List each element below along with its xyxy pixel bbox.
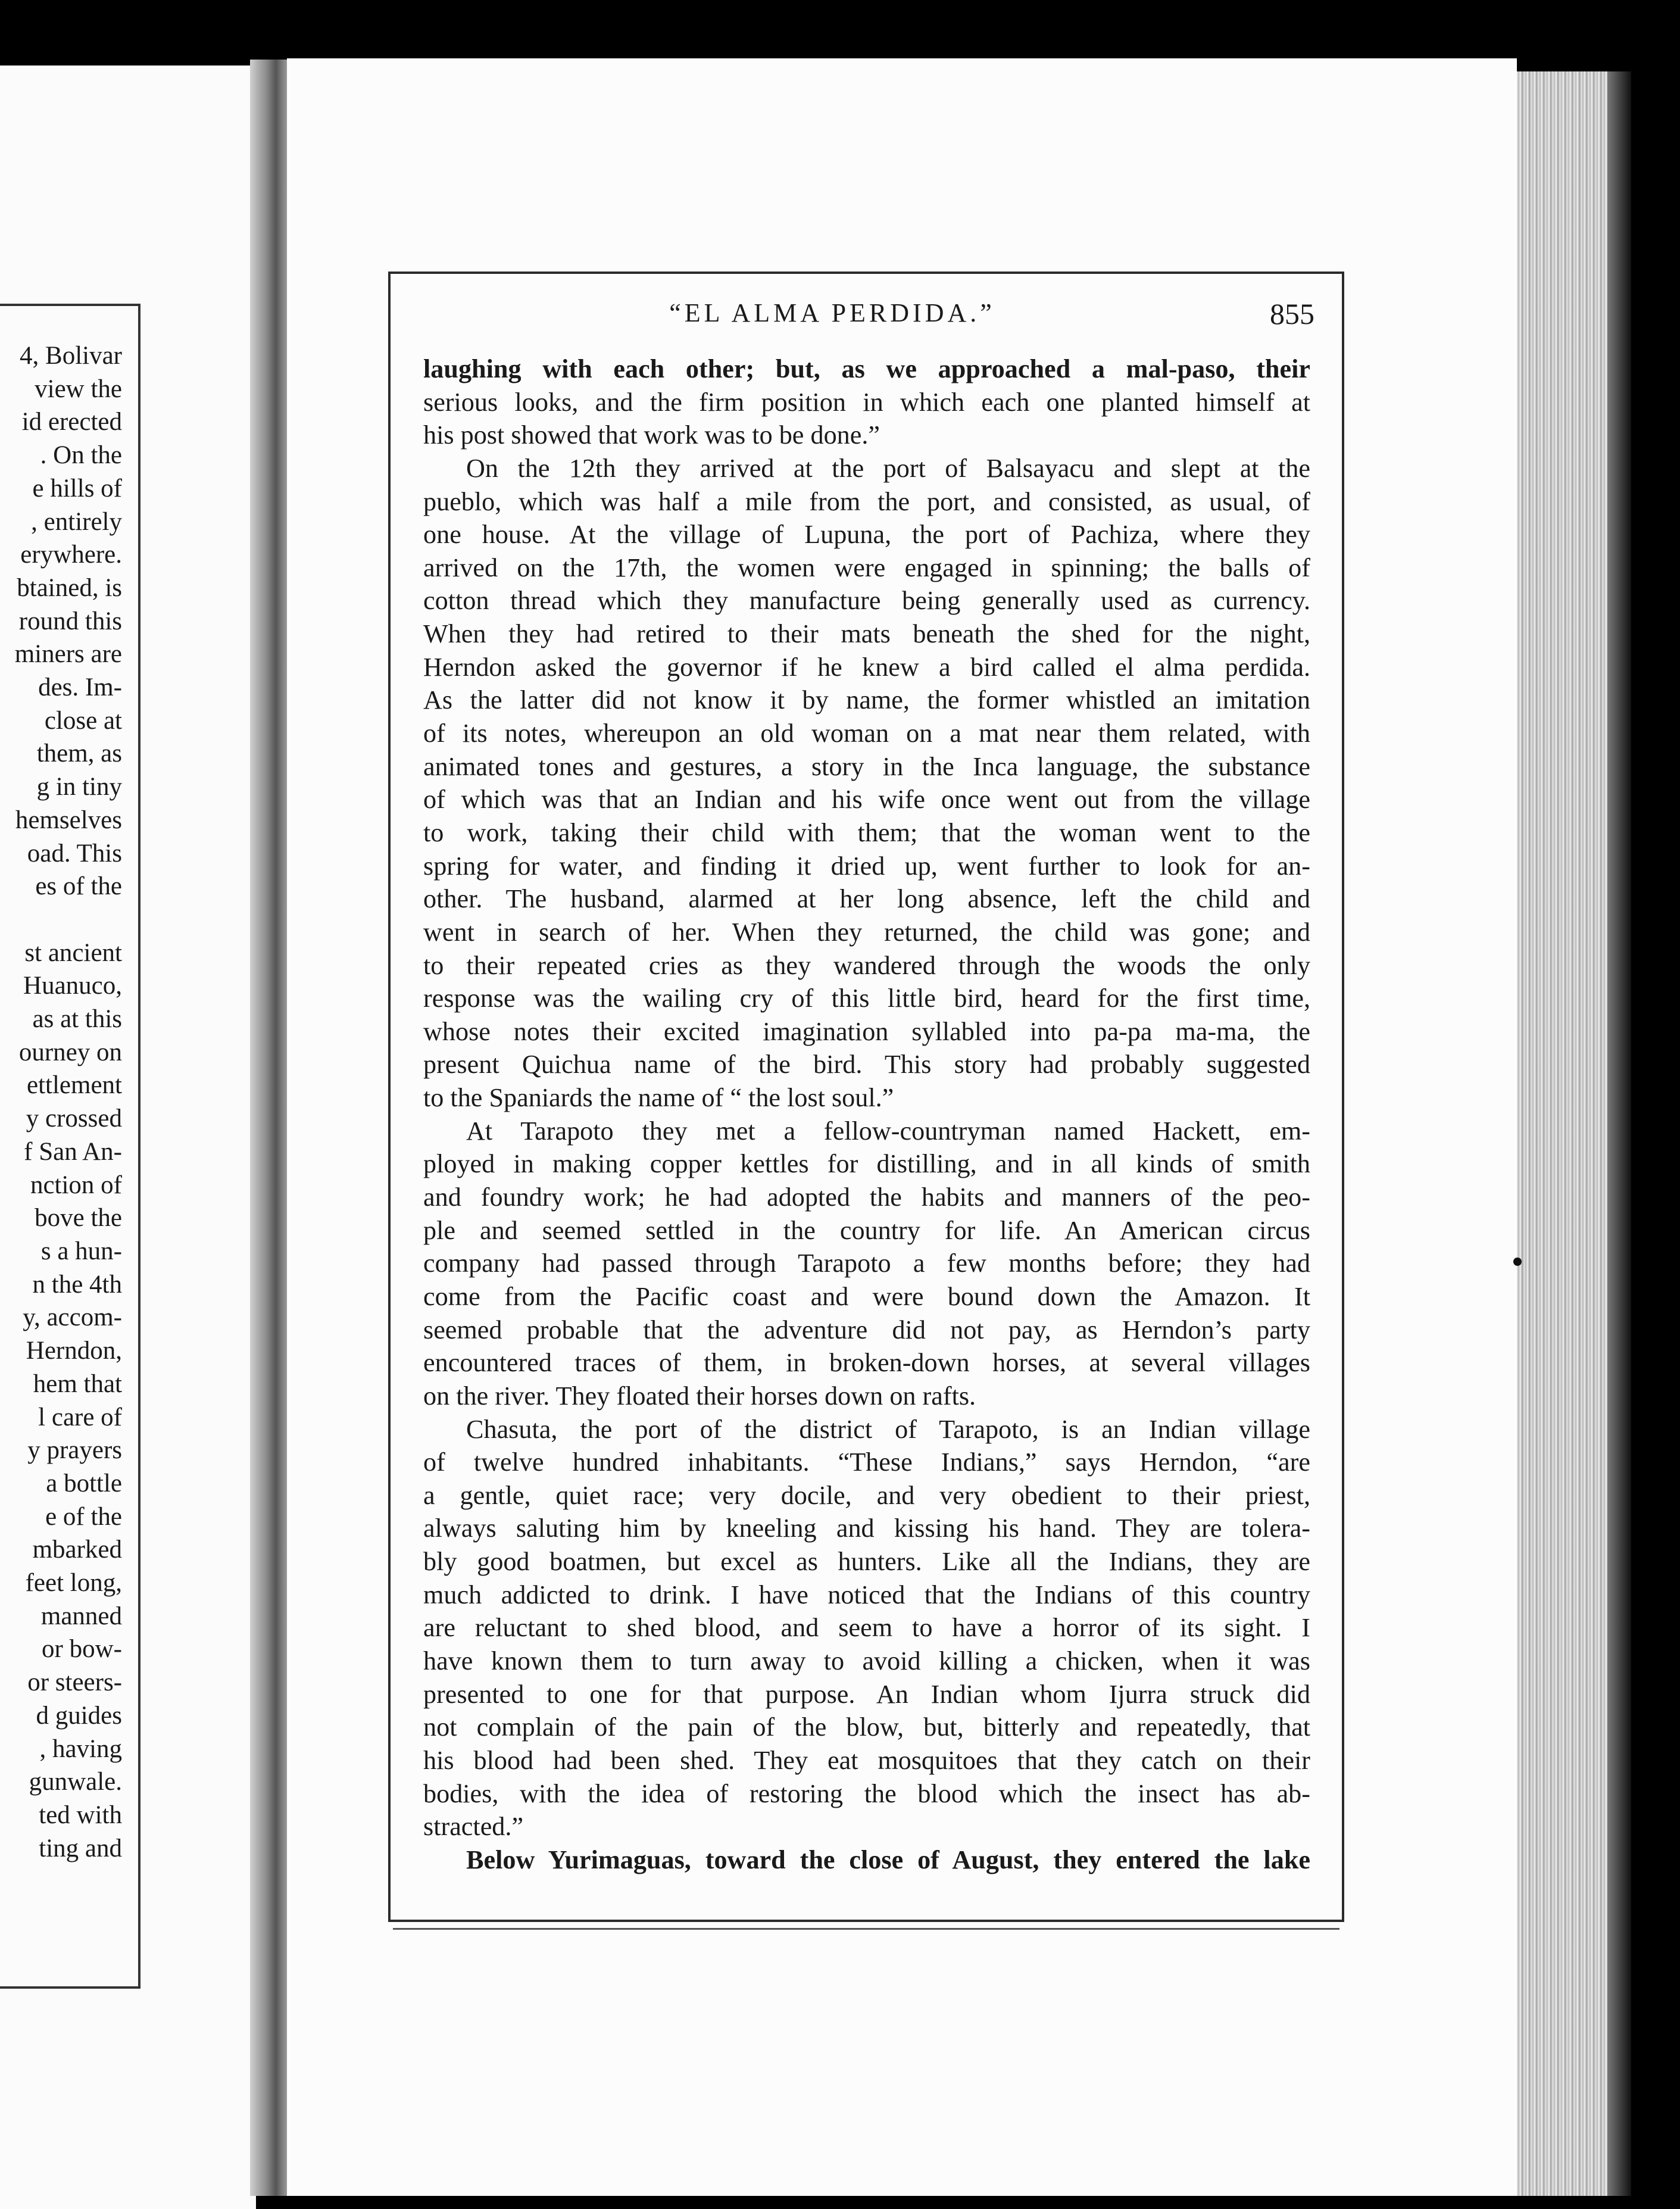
text-line: went in search of her. When they returned, the child was gone; and	[423, 917, 1310, 947]
text-line: bodies, with the idea of restoring the blood which the insect has ab-	[423, 1779, 1310, 1808]
left-page-line: view the	[35, 375, 122, 403]
text-line: his post showed that work was to be done.”	[423, 420, 880, 450]
left-page-line: y, accom-	[23, 1303, 122, 1332]
text-line: one house. At the village of Lupuna, the port of Pachiza, where they	[423, 520, 1310, 550]
text-line: a gentle, quiet race; very docile, and very obedient to their priest,	[423, 1480, 1310, 1510]
text-line: bly good boatmen, but excel as hunters. Like all the Indians, they are	[423, 1547, 1310, 1577]
left-page-text	[0, 339, 122, 1865]
text-line: ployed in making copper kettles for distilling, and in all kinds of smith	[423, 1149, 1310, 1179]
text-line: animated tones and gestures, a story in the Inca language, the substance	[423, 751, 1310, 781]
text-line: laughing with each other; but, as we approached a mal-paso, their	[423, 354, 1310, 383]
margin-mark	[1513, 1258, 1522, 1266]
text-line: encountered traces of them, in broken-down horses, at several villages	[423, 1348, 1310, 1378]
text-line: have known them to turn away to avoid killing a chicken, when it was	[423, 1646, 1310, 1676]
left-page-line: them, as	[36, 740, 122, 768]
text-line: Below Yurimaguas, toward the close of August, they entered the lake	[466, 1845, 1310, 1874]
left-page-line: mbarked	[32, 1536, 122, 1564]
left-page-line	[0, 903, 122, 937]
text-line: spring for water, and finding it dried up, went further to look for an-	[423, 851, 1310, 881]
left-page-line: n the 4th	[32, 1270, 122, 1299]
text-line: As the latter did not know it by name, the former whistled an imitation	[423, 685, 1310, 715]
left-page-line: ourney on	[18, 1038, 122, 1066]
left-page-line: d guides	[36, 1701, 122, 1730]
left-page-line: , having	[39, 1734, 122, 1763]
left-page-line: st ancient	[24, 938, 122, 967]
text-line: to work, taking their child with them; that the woman went to the	[423, 818, 1310, 847]
left-page-line: e of the	[45, 1502, 122, 1531]
left-page-line: g in tiny	[36, 773, 122, 801]
text-line: not complain of the pain of the blow, but, bitterly and repeatedly, that	[423, 1712, 1310, 1742]
text-line: and foundry work; he had adopted the habits and manners of the peo-	[423, 1182, 1310, 1212]
text-line: At Tarapoto they met a fellow-countryman named Hackett, em-	[466, 1116, 1310, 1146]
left-page-line: manned	[40, 1602, 122, 1630]
text-line: ple and seemed settled in the country for life. An American circus	[423, 1215, 1310, 1245]
left-page-line: or bow-	[42, 1635, 122, 1664]
text-line: are reluctant to shed blood, and seem to have a horror of its sight. I	[423, 1613, 1310, 1643]
left-page-line: bove the	[35, 1204, 122, 1233]
text-line: serious looks, and the firm position in which each one planted himself at	[423, 387, 1310, 417]
text-line: seemed probable that the adventure did not pay, as Herndon’s party	[423, 1315, 1310, 1344]
left-page-line: or steers-	[27, 1668, 122, 1697]
text-line: of which was that an Indian and his wife once went out from the village	[423, 785, 1310, 815]
page-edges	[1517, 71, 1618, 2196]
text-line: come from the Pacific coast and were bound down the Amazon. It	[423, 1281, 1310, 1311]
text-line: On the 12th they arrived at the port of Balsayacu and slept at the	[466, 453, 1310, 483]
left-page-line: des. Im-	[38, 673, 122, 702]
left-page-line: f San An-	[24, 1137, 122, 1166]
left-page-line: y prayers	[27, 1436, 122, 1465]
text-line: stracted.”	[423, 1812, 524, 1842]
text-line: arrived on the 17th, the women were engaged in spinning; the balls of	[423, 553, 1310, 582]
left-page-line: id erected	[21, 408, 122, 436]
running-head: “EL ALMA PERDIDA.”	[669, 298, 995, 327]
left-page-line: as at this	[32, 1005, 122, 1034]
left-page-line: gunwale.	[29, 1768, 122, 1796]
text-line: present Quichua name of the bird. This story had probably suggested	[423, 1050, 1310, 1079]
text-line: pueblo, which was half a mile from the port, and consisted, as usual, of	[423, 486, 1310, 516]
text-line: of its notes, whereupon an old woman on a mat near them related, with	[423, 719, 1310, 748]
left-page-line: close at	[44, 706, 122, 735]
text-line: other. The husband, alarmed at her long absence, left the child and	[423, 884, 1310, 914]
text-line: whose notes their excited imagination syllabled into pa-pa ma-ma, the	[423, 1016, 1310, 1046]
book-gutter	[250, 60, 287, 2196]
left-page-line: hemselves	[15, 806, 122, 834]
left-page-line: l care of	[38, 1403, 122, 1431]
left-page-line: round this	[18, 607, 122, 635]
left-page-line: es of the	[35, 872, 122, 901]
text-line: his blood had been shed. They eat mosquitoes that they catch on their	[423, 1745, 1310, 1775]
text-line: response was the wailing cry of this little bird, heard for the first time,	[423, 984, 1310, 1013]
left-page-line: hem that	[33, 1369, 122, 1398]
left-page-line: . On the	[40, 441, 122, 470]
left-page-line: nction of	[30, 1171, 122, 1199]
left-page-line: oad. This	[27, 839, 122, 868]
text-line: company had passed through Tarapoto a few months before; they had	[423, 1249, 1310, 1278]
text-line: to the Spaniards the name of “ the lost soul.”	[423, 1083, 894, 1113]
left-page-line: e hills of	[32, 474, 122, 503]
text-line: presented to one for that purpose. An Indian whom Ijurra struck did	[423, 1679, 1310, 1709]
left-page-line: s a hun-	[40, 1237, 122, 1265]
page-number: 855	[1270, 297, 1314, 330]
left-page-line: miners are	[14, 640, 122, 669]
left-page-line: feet long,	[25, 1569, 122, 1598]
left-page-line: ted with	[39, 1801, 122, 1829]
page-edges-shadow	[1607, 71, 1631, 2196]
left-page-line: btained, is	[17, 573, 122, 602]
left-page-line: Herndon,	[26, 1337, 122, 1365]
bottom-rule	[393, 1928, 1339, 1930]
left-page-line: ting and	[39, 1834, 122, 1862]
text-line: of twelve hundred inhabitants. “These Indians,” says Herndon, “are	[423, 1447, 1310, 1477]
text-line: When they had retired to their mats beneath the shed for the night,	[423, 619, 1310, 649]
text-line: always saluting him by kneeling and kissing his hand. They are tolera-	[423, 1514, 1310, 1543]
left-page-line: a bottle	[46, 1469, 122, 1497]
left-page-line: , entirely	[31, 507, 122, 536]
text-line: cotton thread which they manufacture being generally used as currency.	[423, 586, 1310, 616]
left-page-line: erywhere.	[20, 541, 122, 569]
text-line: Chasuta, the port of the district of Tarapoto, is an Indian village	[466, 1414, 1310, 1444]
text-line: much addicted to drink. I have noticed that the Indians of this country	[423, 1580, 1310, 1609]
body-text	[423, 352, 1310, 1876]
left-page-line: y crossed	[26, 1104, 122, 1133]
left-page-line: ettlement	[27, 1071, 122, 1100]
left-page-line: 4, Bolivar	[20, 342, 122, 370]
left-page-line: Huanuco,	[23, 972, 122, 1000]
text-line: Herndon asked the governor if he knew a bird called el alma perdida.	[423, 652, 1310, 682]
text-line: on the river. They floated their horses down on rafts.	[423, 1381, 976, 1411]
text-line: to their repeated cries as they wandered through the woods the only	[423, 950, 1310, 980]
